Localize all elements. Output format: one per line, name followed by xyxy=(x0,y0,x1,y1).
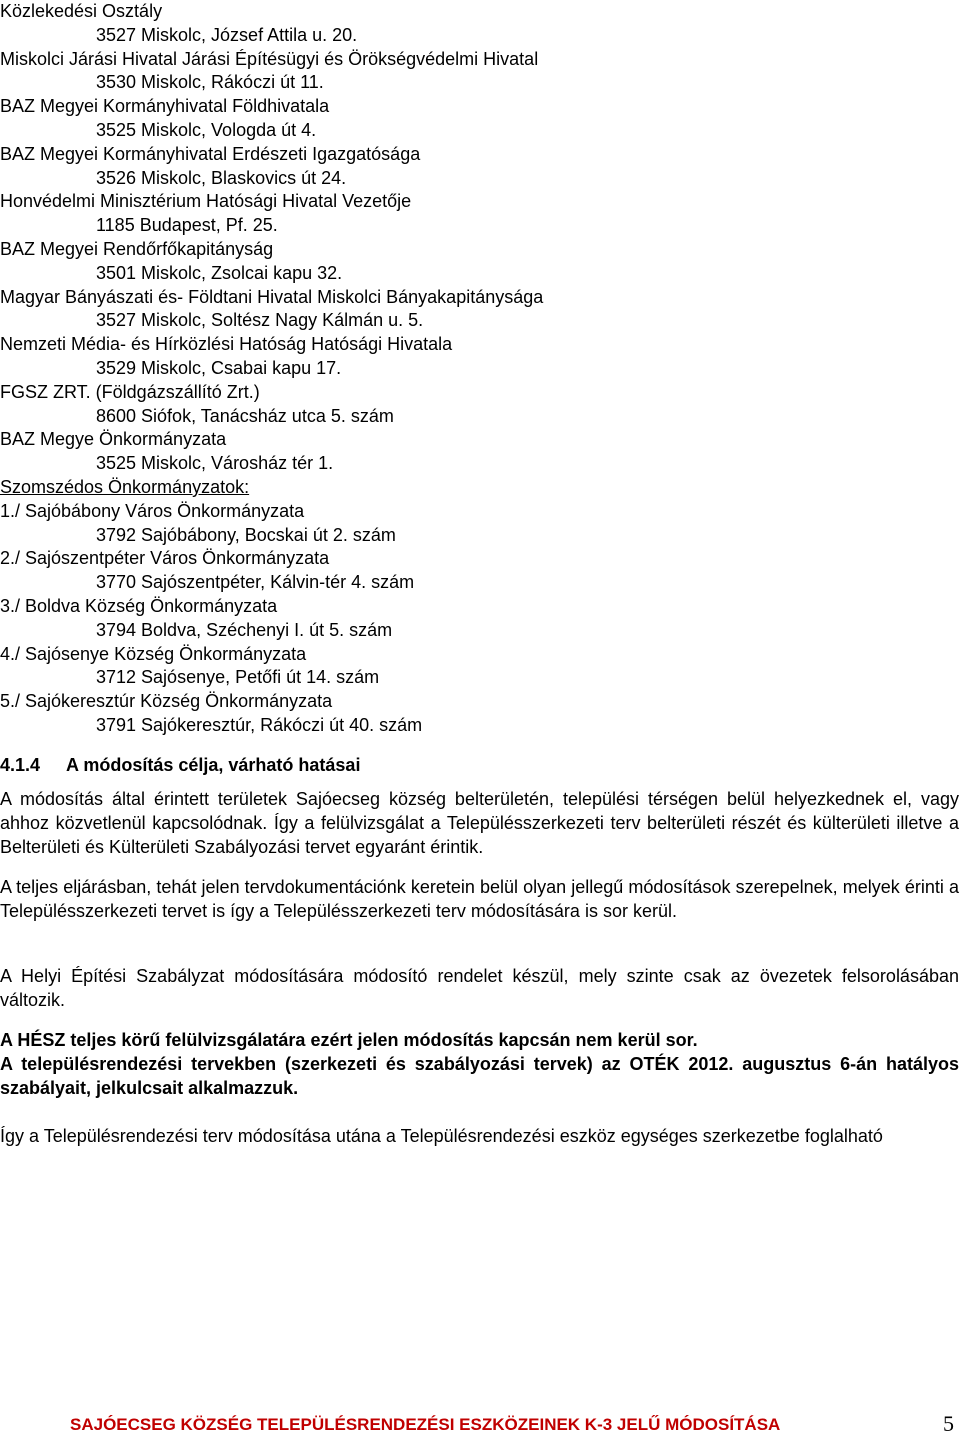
address-line: 8600 Siófok, Tanácsház utca 5. szám xyxy=(96,405,394,426)
paragraph-consolidated-structure: Így a Településrendezési terv módosítása utána a Településrendezési eszköz egységes szerkezetbe foglalható xyxy=(0,1126,883,1146)
section-title: A módosítás célja, várható hatásai xyxy=(66,755,361,775)
institution-name: BAZ Megyei Kormányhivatal Földhivatala xyxy=(0,96,330,117)
neighbor-municipalities-label: Szomszédos Önkormányzatok: xyxy=(0,476,250,497)
institution-name: BAZ Megyei Kormányhivatal Erdészeti Igazgatósága xyxy=(0,143,421,164)
paragraph-affected-areas: A módosítás által érintett területek Sajóecseg község belterületén, települési térségen belül helyezkednek el, vagy ahhoz közvetlenül kapcsolódnak. Így a felülvizsgálat a Településszerkezeti terv belterületi részét és külterületi illetve a Belterületi és Külterületi Szabályozási tervet egyaránt érintik. xyxy=(0,789,959,857)
address-line: 3530 Miskolc, Rákóczi út 11. xyxy=(96,72,324,93)
institution-name: 4./ Sajósenye Község Önkormányzata xyxy=(0,643,307,664)
institution-name: BAZ Megye Önkormányzata xyxy=(0,429,227,450)
institution-name: 3./ Boldva Község Önkormányzata xyxy=(0,595,278,616)
institution-name: Magyar Bányászati és- Földtani Hivatal Miskolci Bányakapitánysága xyxy=(0,286,544,307)
institution-name: FGSZ ZRT. (Földgázszállító Zrt.) xyxy=(0,381,260,402)
institution-name: Nemzeti Média- és Hírközlési Hatóság Hatósági Hivatala xyxy=(0,334,453,355)
institution-name: 2./ Sajószentpéter Város Önkormányzata xyxy=(0,548,330,569)
page-number: 5 xyxy=(943,1411,954,1436)
paragraph-hesz-review: A HÉSZ teljes körű felülvizsgálatára ezért jelen módosítás kapcsán nem kerül sor. xyxy=(0,1030,698,1050)
institution-name: Honvédelmi Minisztérium Hatósági Hivatal Vezetője xyxy=(0,191,412,212)
section-heading xyxy=(0,753,360,777)
address-line: 3527 Miskolc, Soltész Nagy Kálmán u. 5. xyxy=(96,310,424,331)
institution-name: 1./ Sajóbábony Város Önkormányzata xyxy=(0,500,305,521)
address-line: 3501 Miskolc, Zsolcai kapu 32. xyxy=(96,262,343,283)
address-line: 3770 Sajószentpéter, Kálvin-tér 4. szám xyxy=(96,572,415,593)
address-line: 1185 Budapest, Pf. 25. xyxy=(96,215,278,236)
address-line: 3792 Sajóbábony, Bocskai út 2. szám xyxy=(96,524,396,545)
section-number: 4.1.4 xyxy=(0,755,41,775)
address-line: 3526 Miskolc, Blaskovics út 24. xyxy=(96,167,347,188)
institution-name: Miskolci Járási Hivatal Járási Építésügyi és Örökségvédelmi Hivatal xyxy=(0,48,539,69)
address-line: 3794 Boldva, Széchenyi I. út 5. szám xyxy=(96,619,393,640)
address-line: 3529 Miskolc, Csabai kapu 17. xyxy=(96,357,342,378)
paragraph-procedure: A teljes eljárásban, tehát jelen tervdokumentációnk keretein belül olyan jellegű módosítások szerepelnek, melyek érinti a Településszerkezeti tervet is így a Településszerkezeti terv módosítására is sor kerül. xyxy=(0,877,959,921)
address-line: 3791 Sajókeresztúr, Rákóczi út 40. szám xyxy=(96,714,423,735)
address-line: 3525 Miskolc, Városház tér 1. xyxy=(96,453,334,474)
institution-name: BAZ Megyei Rendőrfőkapitányság xyxy=(0,238,274,259)
address-line: 3527 Miskolc, József Attila u. 20. xyxy=(96,24,358,45)
paragraph-otek-rules: A településrendezési tervekben (szerkezeti és szabályozási tervek) az OTÉK 2012. augusztus 6-án hatályos szabályait, jelkulcsait alkalmazzuk. xyxy=(0,1054,959,1098)
address-line: 3712 Sajósenye, Petőfi út 14. szám xyxy=(96,667,380,688)
institution-name: 5./ Sajókeresztúr Község Önkormányzata xyxy=(0,691,333,712)
footer-title: SAJÓECSEG KÖZSÉG TELEPÜLÉSRENDEZÉSI ESZKÖZEINEK K-3 JELŰ MÓDOSÍTÁSA xyxy=(70,1415,781,1434)
paragraph-local-building-code: A Helyi Építési Szabályzat módosítására módosító rendelet készül, mely szinte csak az övezetek felsorolásában változik. xyxy=(0,966,959,1010)
address-line: 3525 Miskolc, Vologda út 4. xyxy=(96,119,317,140)
institution-name: Közlekedési Osztály xyxy=(0,1,163,21)
